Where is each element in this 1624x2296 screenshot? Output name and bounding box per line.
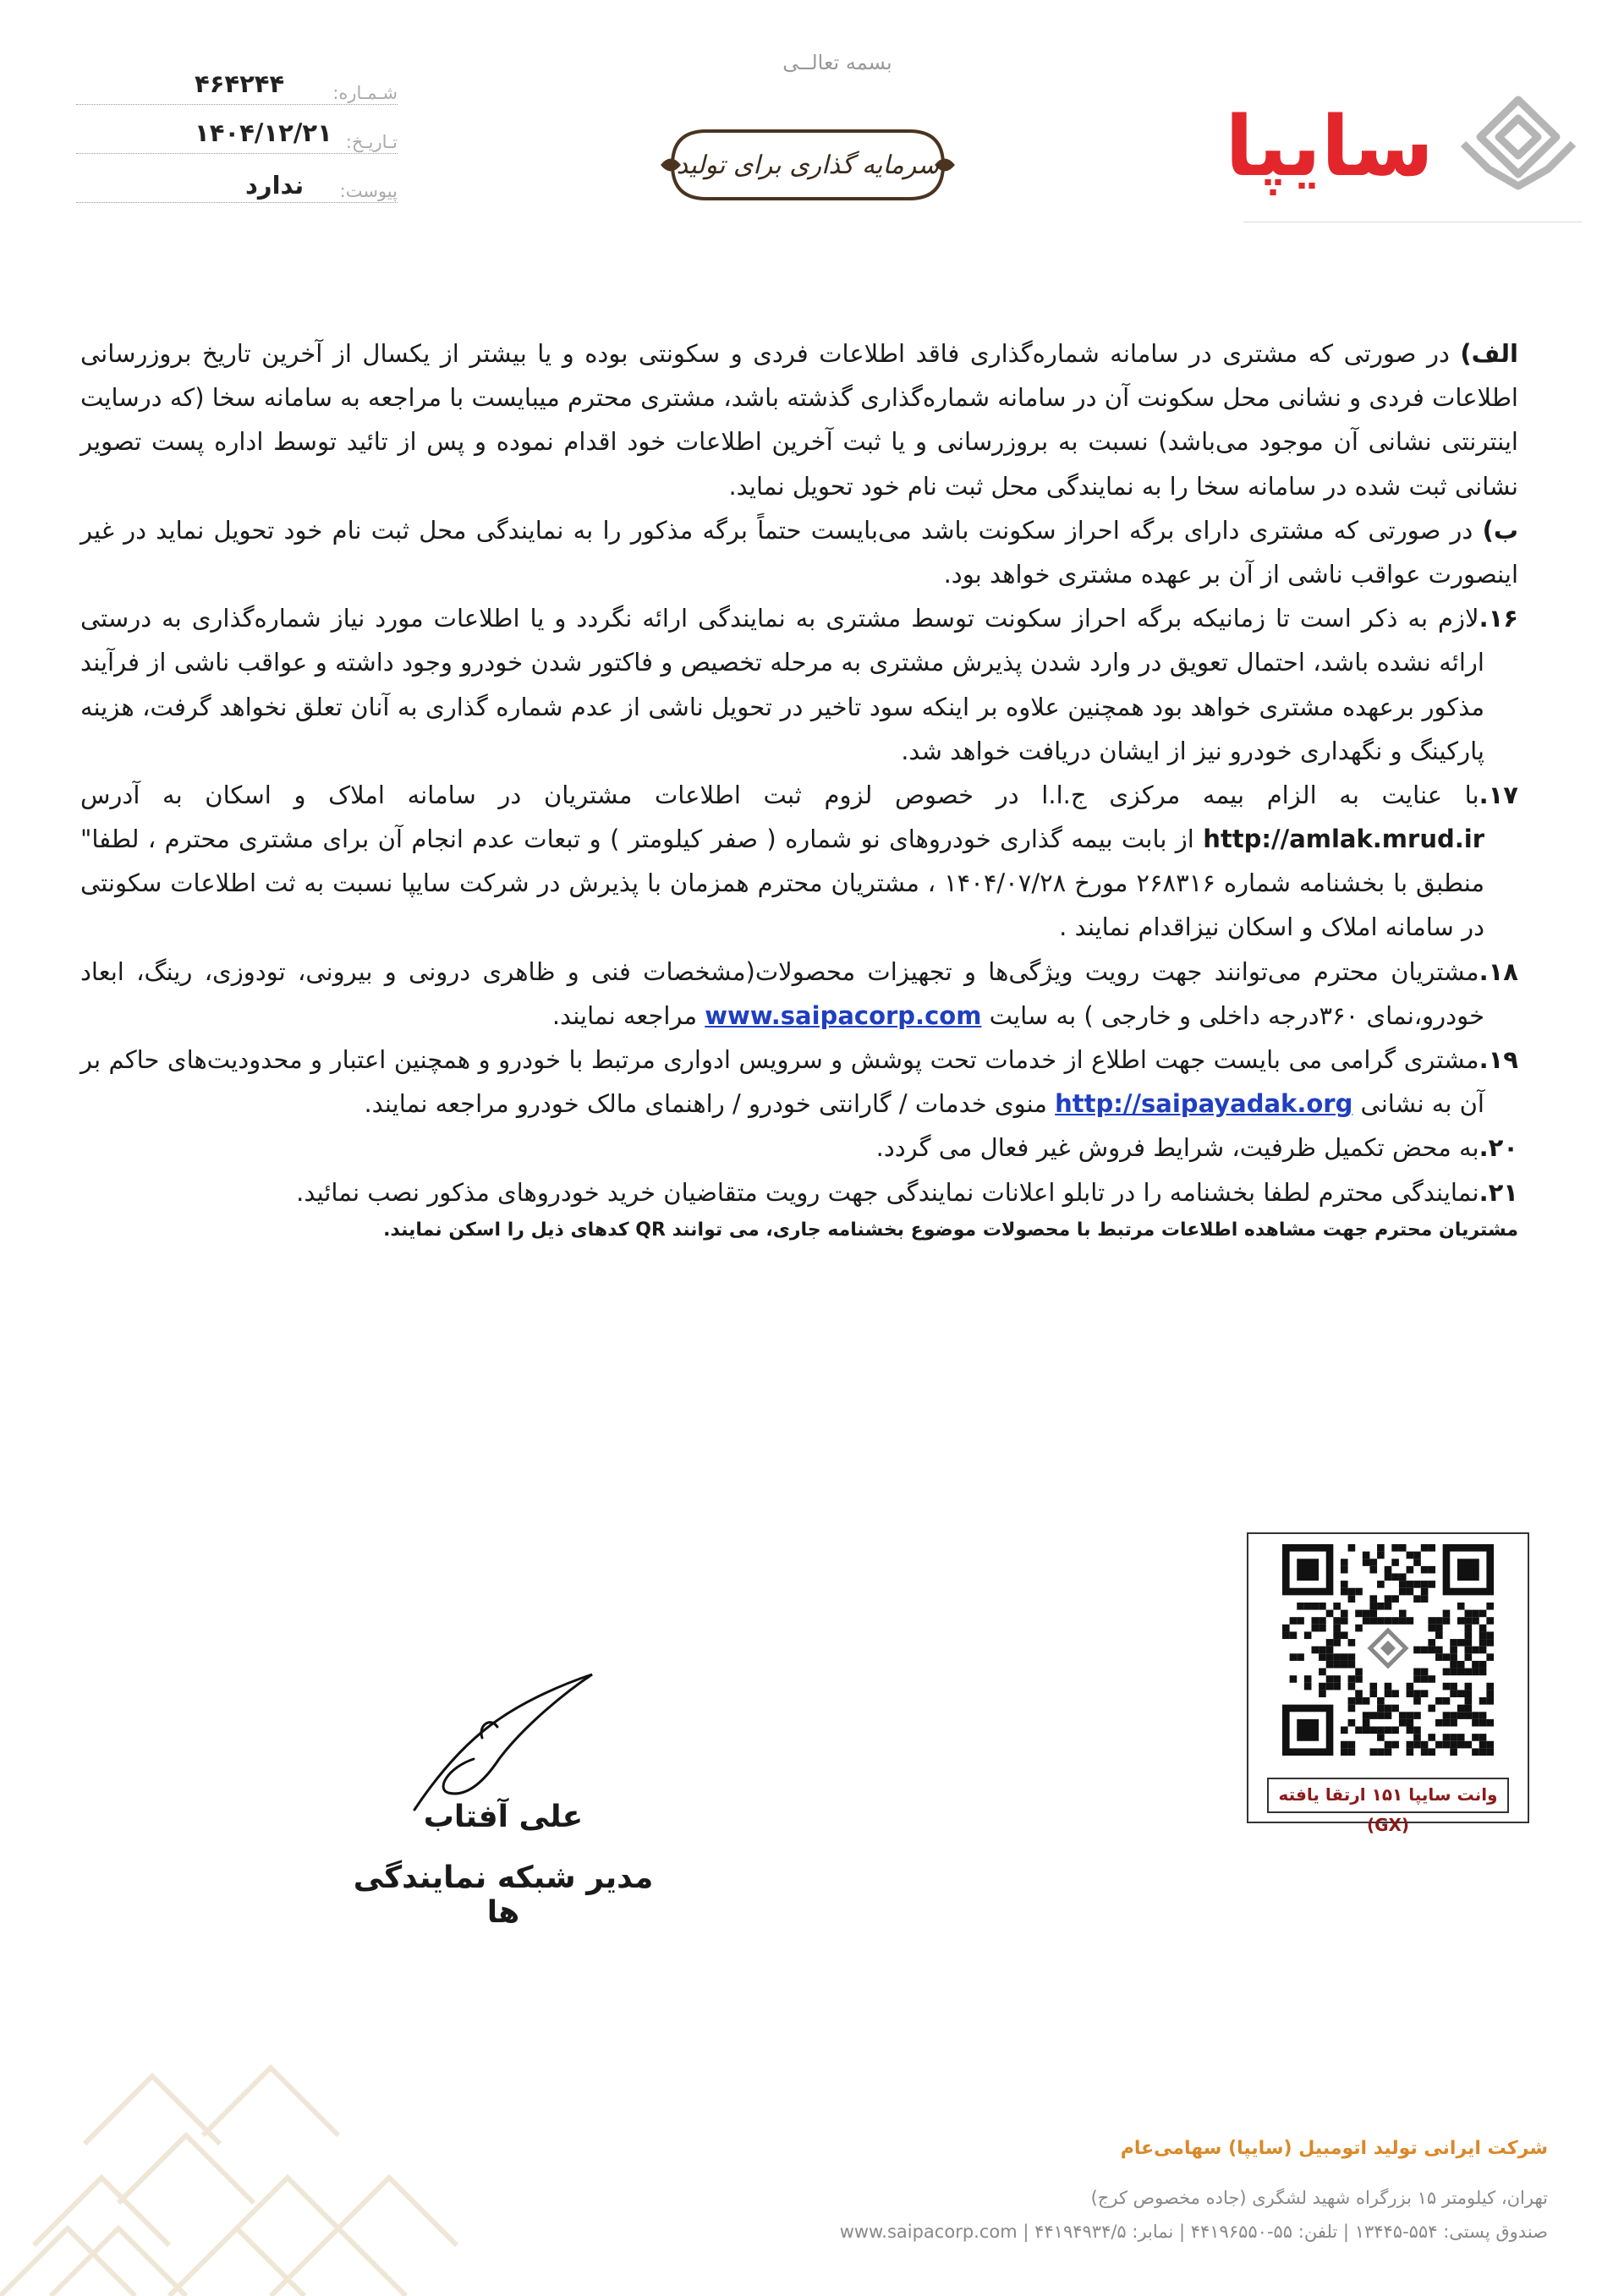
letter-number-label: شـمـاره: — [332, 83, 398, 103]
item-text: به محض تکمیل ظرفیت، شرایط فروش غیر فعال می گردد. — [875, 1133, 1479, 1163]
brand-name: سایپا — [1225, 99, 1434, 195]
clause-text: در صورتی که مشتری در سامانه شماره‌گذاری فاقد اطلاعات فردی و سکونتی بوده و یا بیشتر از یکسال از آخرین تاریخ بروزرسانی اطلاعات فردی و نشانی محل سکونت آن در سامانه شماره‌گذاری گذشته باشد، مشتری محترم میبایست با مراجعه به سامانه سخا (که درسایت اینترنتی نشانی آن موجود می‌باشد) نسبت به بروزرسانی و یا ثبت آخرین اطلاعات خود اقدام نموده و پس از تائید توسط اداره پست تصویر نشانی ثبت شده در سامانه سخا را به نمایندگی محل ثبت نام خود تحویل نماید. — [80, 339, 1518, 501]
bismillah: بسمه تعالــی — [782, 51, 892, 74]
item-text: مشتری گرامی می بایست جهت اطلاع از خدمات تحت پوشش و سرویس ادواری مرتبط با خودرو و همچنین اعتبار و محدودیت‌های حاکم بر آن به نشانی — [80, 1045, 1484, 1119]
item-text: نمایندگی محترم لطفا بخشنامه را در تابلو اعلانات نمایندگی جهت رویت متقاضیان خرید خودروهای مذکور نصب نمائید. — [296, 1177, 1479, 1207]
footer — [617, 2131, 1548, 2249]
clause-text: در صورتی که مشتری دارای برگه احراز سکونت باشد می‌بایست حتماً برگه مذکور را به نمایندگی محل ثبت نام خود تحویل نماید در غیر اینصورت عواقب ناشی از آن بر عهده مشتری خواهد بود. — [80, 515, 1518, 589]
footer-contact: صندوق پستی: ۵۵۴-۱۳۴۴۵ | تلفن: ۵۵-۴۴۱۹۶۵۵۰ | نمابر: ۴۴۱۹۴۹۳۴/۵ | www.saipacorp.com — [839, 2221, 1548, 2242]
attachment-field — [76, 166, 398, 208]
signatory-name: علی آفتاب — [423, 1800, 584, 1834]
clause-be — [80, 508, 1518, 596]
slogan-badge — [656, 118, 960, 211]
item-17 — [80, 773, 1518, 950]
item-number: ۱۸. — [1479, 956, 1518, 986]
item-text: مراجعه نمایند. — [551, 1000, 705, 1030]
item-21 — [80, 1170, 1518, 1214]
saipa-emblem-icon — [1455, 93, 1582, 195]
letter-number-field — [76, 68, 398, 110]
decorative-pattern-icon — [0, 2034, 609, 2296]
dotted-rule — [76, 104, 398, 105]
clause-alef — [80, 332, 1518, 508]
clause-marker: الف) — [1460, 339, 1518, 368]
dotted-rule — [76, 202, 398, 203]
item-number: ۲۱. — [1479, 1177, 1518, 1207]
letter-date-field — [76, 117, 398, 159]
item-text: با عنایت به الزام بیمه مرکزی ج.ا.ا در خصوص لزوم ثبت اطلاعات مشتریان در سامانه املاک و اسکان به آدرس — [80, 780, 1479, 809]
item-19 — [80, 1038, 1518, 1126]
signature-icon — [398, 1658, 617, 1818]
qr-code-icon[interactable] — [1282, 1544, 1494, 1756]
saipayadak-link[interactable]: http://saipayadak.org — [1055, 1089, 1353, 1119]
dotted-rule — [76, 153, 398, 154]
item-number: ۲۰. — [1479, 1133, 1518, 1163]
item-number: ۱۹. — [1479, 1045, 1518, 1074]
item-text: منوی خدمات / گارانتی خودرو / راهنمای مالک خودرو مراجعه نمایند. — [364, 1089, 1056, 1119]
item-text: مشتریان محترم می‌توانند جهت رویت ویژگی‌ها و تجهیزات محصولات(مشخصات فنی و ظاهری درونی و بیرونی، تودوزی، رینگ، ابعاد خودرو،نمای ۳۶۰درجه داخلی و خارجی ) به سایت — [80, 956, 1484, 1030]
slogan-text: سرمایه گذاری برای تولید — [676, 150, 940, 180]
letter-date-label: تـاریـخ: — [345, 132, 398, 152]
item-number: ۱۶. — [1479, 604, 1518, 633]
item-text: از بابت بیمه گذاری خودروهای نو شماره ( صفر کیلومتر ) و تبعات عدم انجام آن برای مشتری محترم ، لطفا" منطبق با بخشنامه شماره ۲۶۸۳۱۶ مورخ ۱۴۰۴/۰۷/۲۸ ، مشتریان محترم همزمان با پذیرش در شرکت سایپا نسبت به ثت اطلاعات سکونتی در سامانه املاک و اسکان نیزاقدام نمایند . — [80, 825, 1484, 942]
item-text: لازم به ذکر است تا زمانیکه برگه احراز سکونت توسط مشتری به نمایندگی ارائه نگردد و یا اطلاعات مورد نیاز شماره‌گذاری به درستی ارائه نشده باشد، احتمال تعویق در وارد شدن پذیرش مشتری به مرحله تخصیص و فاکتور شدن خودرو وجود داشته و عواقب ناشی از فرآیند مذکور برعهده مشتری خواهد بود همچنین علاوه بر اینکه سود تاخیر در تحویل ناشی از عدم شماره گذاری به آنان تعلق نخواهد گرفت، هزینه پارکینگ و نگهداری خودرو نیز از ایشان دریافت خواهد شد. — [80, 604, 1484, 765]
amlak-url: http://amlak.mrud.ir — [1203, 825, 1484, 854]
clause-marker: ب) — [1482, 515, 1518, 545]
footer-address: تهران، کیلومتر ۱۵ بزرگراه شهید لشگری (جاده مخصوص کرج) — [1090, 2187, 1548, 2208]
item-16 — [80, 596, 1518, 773]
letter-number-value: ۴۶۴۲۴۴ — [195, 69, 285, 98]
letter-date-value: ۱۴۰۴/۱۲/۲۱ — [195, 118, 332, 147]
item-20 — [80, 1126, 1518, 1170]
signatory-title: مدیر شبکه نمایندگی ها — [353, 1860, 654, 1930]
footer-company: شرکت ایرانی تولید اتومبیل (سایپا) سهامی‌عام — [1120, 2138, 1548, 2159]
attachment-label: پیوست: — [339, 181, 398, 201]
saipa-logo — [1225, 89, 1582, 224]
qr-card — [1247, 1532, 1529, 1835]
item-number: ۱۷. — [1479, 780, 1518, 809]
qr-caption: وانت سایپا ۱۵۱ ارتقا یافته (GX) — [1267, 1778, 1509, 1813]
attachment-value: ندارد — [245, 171, 304, 200]
letter-body — [80, 332, 1518, 1246]
qr-note: مشتریان محترم جهت مشاهده اطلاعات مرتبط با محصولات موضوع بخشنامه جاری، می توانند QR کدهای ذیل را اسکن نمایند. — [383, 1219, 1518, 1241]
item-18 — [80, 950, 1518, 1038]
saipacorp-link[interactable]: www.saipacorp.com — [705, 1000, 982, 1030]
